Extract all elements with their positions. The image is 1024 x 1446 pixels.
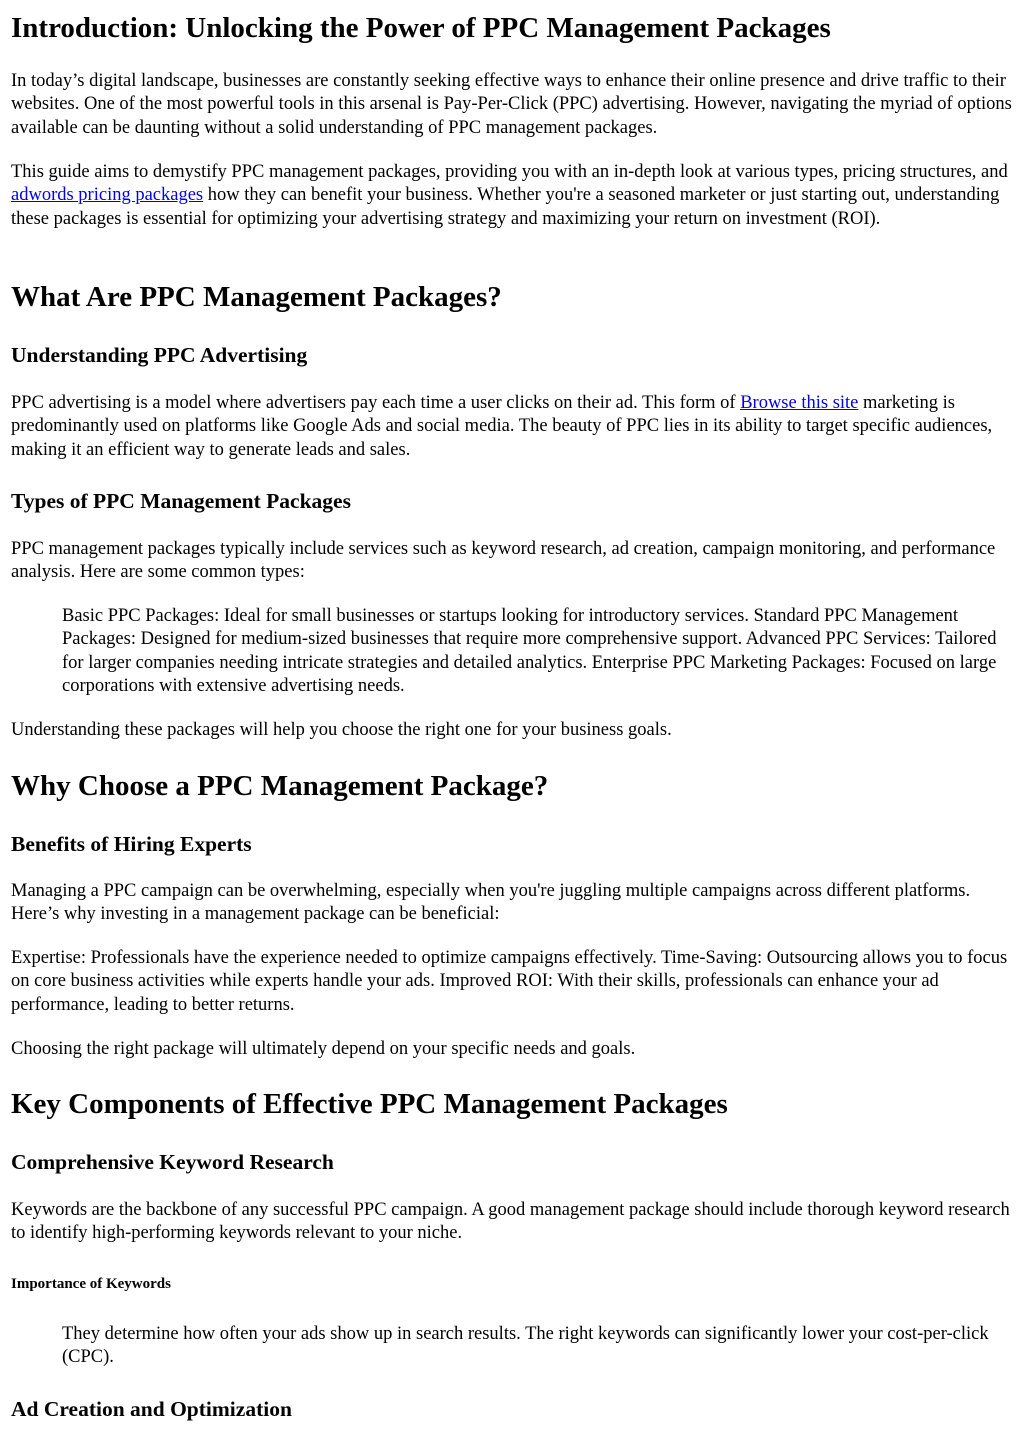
ppc-advertising-paragraph [11, 392, 1014, 462]
package-types-list: Basic PPC Packages: Ideal for small businesses or startups looking for introductory services. Standard PPC Management Packages: Designed for medium-sized businesses that require more comprehensive support. Advanced PPC Services: Tailored for larger companies needing intricate strategies and detailed analytics. Enterprise PPC Marketing Packages: Focused on large corporations with extensive advertising needs. [62, 606, 997, 696]
benefits-intro-paragraph: Managing a PPC campaign can be overwhelming, especially when you're juggling multiple campaigns across different platforms. Here’s why investing in a management package can be beneficial: [11, 881, 971, 925]
subheading-ad-creation: Ad Creation and Optimization [11, 1397, 292, 1421]
browse-this-site-link[interactable]: Browse this site [740, 393, 859, 413]
benefits-list-paragraph: Expertise: Professionals have the experience needed to optimize campaigns effectively. Time-Saving: Outsourcing allows you to focus on core business activities while experts handle your ads. Improved ROI: With their skills, professionals can enhance your ad performance, leading to better returns. [11, 948, 1008, 1015]
adwords-pricing-packages-link[interactable]: adwords pricing packages [11, 185, 204, 206]
subheading-importance-keywords: Importance of Keywords [11, 1276, 171, 1292]
subheading-keyword-research: Comprehensive Keyword Research [11, 1150, 334, 1174]
guide-text-end: how they can benefit your business. Whether you're a seasoned marketer or just starting out, understanding these packages is essential for optimizing your advertising strategy and maximizing your return on investment (ROI). [11, 185, 1000, 229]
keyword-importance-paragraph: They determine how often your ads show up in search results. The right keywords can significantly lower your cost-per-click (CPC). [62, 1324, 989, 1368]
section-heading-why: Why Choose a PPC Management Package? [11, 770, 549, 802]
subheading-understanding: Understanding PPC Advertising [11, 343, 308, 367]
section-heading-what: What Are PPC Management Packages? [11, 281, 502, 313]
benefits-summary-paragraph: Choosing the right package will ultimately depend on your specific needs and goals. [11, 1039, 636, 1059]
keyword-research-paragraph: Keywords are the backbone of any successful PPC campaign. A good management package should include thorough keyword research to identify high-performing keywords relevant to your niche. [11, 1200, 1010, 1244]
subheading-types: Types of PPC Management Packages [11, 489, 351, 513]
guide-text-start: This guide aims to demystify PPC management packages, providing you with an in-depth look at various types, pricing structures, and [11, 162, 1008, 182]
intro-paragraph: In today’s digital landscape, businesses are constantly seeking effective ways to enhance their online presence and drive traffic to their websites. One of the most powerful tools in this arsenal is Pay-Per-Click (PPC) advertising. However, navigating the myriad of options available can be daunting without a solid understanding of PPC management packages. [11, 71, 1012, 138]
types-summary-paragraph: Understanding these packages will help you choose the right one for your business goals. [11, 720, 672, 740]
subheading-benefits: Benefits of Hiring Experts [11, 832, 252, 856]
page-title: Introduction: Unlocking the Power of PPC Management Packages [11, 12, 831, 44]
types-intro-paragraph: PPC management packages typically include services such as keyword research, ad creation, campaign monitoring, and performance analysis. Here are some common types: [11, 539, 996, 583]
ppc-text-start: PPC advertising is a model where advertisers pay each time a user clicks on their ad. This form of [11, 393, 741, 413]
section-heading-key-components: Key Components of Effective PPC Management Packages [11, 1088, 728, 1120]
ppc-text-end: marketing is predominantly used on platforms like Google Ads and social media. The beauty of PPC lies in its ability to target specific audiences, making it an efficient way to generate leads and sales. [11, 393, 993, 460]
guide-paragraph [11, 161, 1014, 231]
